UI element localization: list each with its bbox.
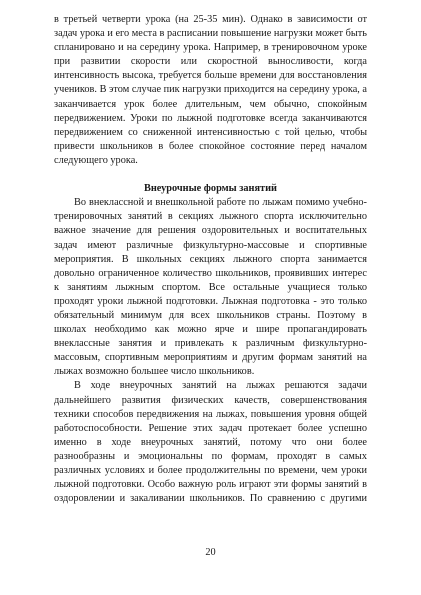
paragraph-extracurricular: Во внеклассной и внешкольной работе по лыжам помимо учебно-тренировочных занятий в секциях лыжного спорта исключительно важное значение для решения оздоровительных и воспитательных задач имеют различные физкультурно-массовые и спортивные мероприятия. В школьных секциях лыжного спорта занимается довольно ограниченное количество школьников, проявивших интерес к занятиям лыжным спортом. Все остальные учащиеся только проходят уроки лыжной подготовки. Лыжная подготовка - это только обязательный минимум для всех школьников страны. Поэтому в школах необходимо как можно ярче и шире пропагандировать внеклассные занятия и привлекать к различным физкультурно-массовым, спортивным мероприятиям и другим формам занятий на лыжах возможно большее число школьников. bbox=[54, 197, 367, 378]
paragraph-gap bbox=[54, 168, 367, 182]
section-heading: Внеурочные формы занятий bbox=[144, 183, 277, 195]
page-body bbox=[54, 13, 367, 506]
paragraph-tasks: В ходе внеурочных занятий на лыжах решаются задачи дальнейшего развития физических качеств, совершенствования техники способов передвижения на лыжах, повышения уровня общей работоспособности. Решение этих задач протекает более успешно именно в ходе внеурочных занятий, потому что они более разнообразны и эмоциональны по формам, проходят в самых различных условиях и более продолжительны по времени, чем уроки лыжной подготовки. Особо важную роль играют эти формы занятий в оздоровлении и закаливании школьников. По сравнению с другими bbox=[54, 380, 367, 505]
paragraph-lesson-load: в третьей четверти урока (на 25-35 мин). Однако в зависимости от задач урока и его места в расписании повышение нагрузки может быть спланировано и на середину урока. Например, в тренировочном уроке при развитии скорости или скоростной выносливости, когда интенсивность высока, требуется больше времени для восстановления учеников. В этом случае пик нагрузки приходится на середину урока, а заканчивается урок более длительным, чем обычно, спокойным передвижением. Уроки по лыжной подготовке всегда заканчиваются передвижением со сниженной интенсивностью с той целью, чтобы привести школьников в более спокойное состояние перед началом следующего урока. bbox=[54, 14, 367, 166]
page-number: 20 bbox=[205, 547, 216, 558]
